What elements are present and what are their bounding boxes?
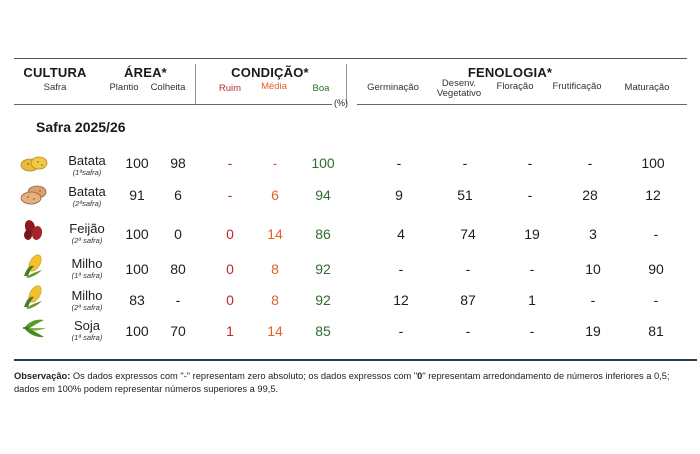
germinacao-value: 12 — [393, 292, 409, 308]
maturacao-value: 12 — [645, 187, 661, 203]
plantio-value: 100 — [125, 261, 149, 277]
media-value: 8 — [271, 292, 279, 308]
germinacao-value: 4 — [397, 226, 405, 242]
desenv-value: 74 — [460, 226, 476, 242]
top-rule — [14, 58, 687, 59]
media-value: 6 — [271, 187, 279, 203]
crop-name: Batata (2ªsafra) — [68, 184, 106, 208]
desenv-value: - — [465, 261, 471, 277]
boa-value: 100 — [311, 155, 335, 171]
maturacao-value: 81 — [648, 323, 664, 339]
crop-name: Milho (2ª safra) — [71, 288, 103, 312]
header-safra: Safra — [43, 82, 67, 93]
footnote-label: Observação: — [14, 371, 71, 381]
header-fenologia: FENOLOGIA* — [467, 65, 553, 80]
plantio-value: 91 — [129, 187, 145, 203]
header-floracao: Floração — [496, 81, 534, 92]
germinacao-value: - — [398, 323, 404, 339]
frutificacao-value: - — [590, 292, 596, 308]
floracao-value: 1 — [528, 292, 536, 308]
ruim-value: 0 — [226, 261, 234, 277]
section-title: Safra 2025/26 — [36, 119, 126, 135]
frutificacao-value: 10 — [585, 261, 601, 277]
media-value: 14 — [267, 323, 283, 339]
desenv-value: 87 — [460, 292, 476, 308]
corn-icon — [20, 285, 48, 309]
crop-name: Milho (1ª safra) — [71, 256, 103, 280]
colheita-value: 70 — [170, 323, 186, 339]
maturacao-value: 90 — [648, 261, 664, 277]
header-boa: Boa — [312, 83, 330, 94]
frutificacao-value: - — [587, 155, 593, 171]
floracao-value: - — [527, 187, 533, 203]
colheita-value: 6 — [174, 187, 182, 203]
frutificacao-value: 28 — [582, 187, 598, 203]
boa-value: 85 — [315, 323, 331, 339]
plantio-value: 100 — [125, 323, 149, 339]
ruim-value: 0 — [226, 226, 234, 242]
header-germinacao: Germinação — [367, 82, 419, 93]
header-rule-right — [357, 104, 687, 105]
boa-value: 92 — [315, 261, 331, 277]
potato-yellow-icon — [20, 152, 48, 176]
colheita-value: 0 — [174, 226, 182, 242]
boa-value: 86 — [315, 226, 331, 242]
colheita-value: 80 — [170, 261, 186, 277]
header-rule-left — [14, 104, 332, 105]
desenv-value: - — [462, 155, 468, 171]
unit-label: (%) — [334, 98, 348, 108]
crop-name: Soja (1ª safra) — [71, 318, 103, 342]
boa-value: 92 — [315, 292, 331, 308]
potato-icon — [20, 183, 48, 207]
frutificacao-value: 3 — [589, 226, 597, 242]
floracao-value: - — [529, 323, 535, 339]
maturacao-value: - — [653, 292, 659, 308]
desenv-value: 51 — [457, 187, 473, 203]
colheita-value: - — [175, 292, 181, 308]
floracao-value: - — [529, 261, 535, 277]
bean-icon — [20, 218, 48, 242]
plantio-value: 100 — [125, 226, 149, 242]
desenv-value: - — [465, 323, 471, 339]
floracao-value: 19 — [524, 226, 540, 242]
divider-1 — [195, 64, 196, 104]
header-desenv: Desenv. — [441, 78, 477, 89]
ruim-value: - — [227, 187, 233, 203]
ruim-value: 0 — [226, 292, 234, 308]
footnote-text-1: Os dados expressos com "-" representam zero absoluto; os dados expressos com " — [70, 371, 418, 381]
crop-name: Feijão (2ª safra) — [69, 221, 105, 245]
plantio-value: 100 — [125, 155, 149, 171]
colheita-value: 98 — [170, 155, 186, 171]
header-frutificacao: Frutificação — [552, 81, 602, 92]
frutificacao-value: 19 — [585, 323, 601, 339]
germinacao-value: 9 — [395, 187, 403, 203]
header-maturacao: Maturação — [624, 82, 670, 93]
corn-icon — [20, 254, 48, 278]
footnote-zero: 0 — [417, 371, 423, 381]
maturacao-value: - — [653, 226, 659, 242]
header-ruim: Ruim — [218, 83, 242, 94]
maturacao-value: 100 — [641, 155, 665, 171]
bottom-rule — [14, 359, 697, 361]
media-value: 14 — [267, 226, 283, 242]
header-cultura: CULTURA — [23, 65, 87, 80]
ruim-value: 1 — [226, 323, 234, 339]
plantio-value: 83 — [129, 292, 145, 308]
header-vegetativo: Vegetativo — [436, 88, 482, 99]
floracao-value: - — [527, 155, 533, 171]
header-colheita: Colheita — [150, 82, 186, 93]
header-plantio: Plantio — [109, 82, 139, 93]
header-area: ÁREA* — [124, 65, 167, 80]
header-condicao: CONDIÇÃO* — [231, 65, 309, 80]
media-value: 8 — [271, 261, 279, 277]
boa-value: 94 — [315, 187, 331, 203]
germinacao-value: - — [398, 261, 404, 277]
germinacao-value: - — [396, 155, 402, 171]
header-media: Média — [261, 81, 287, 92]
media-value: - — [272, 155, 278, 171]
footnote-text-2: " representam arredondamento de números inferiores a 0,5; dados em 100% podem representar números superiores a 99,5. — [14, 371, 670, 394]
footnote — [14, 370, 688, 396]
crop-name: Batata (1ªsafra) — [68, 153, 106, 177]
soy-icon — [20, 316, 48, 340]
ruim-value: - — [227, 155, 233, 171]
